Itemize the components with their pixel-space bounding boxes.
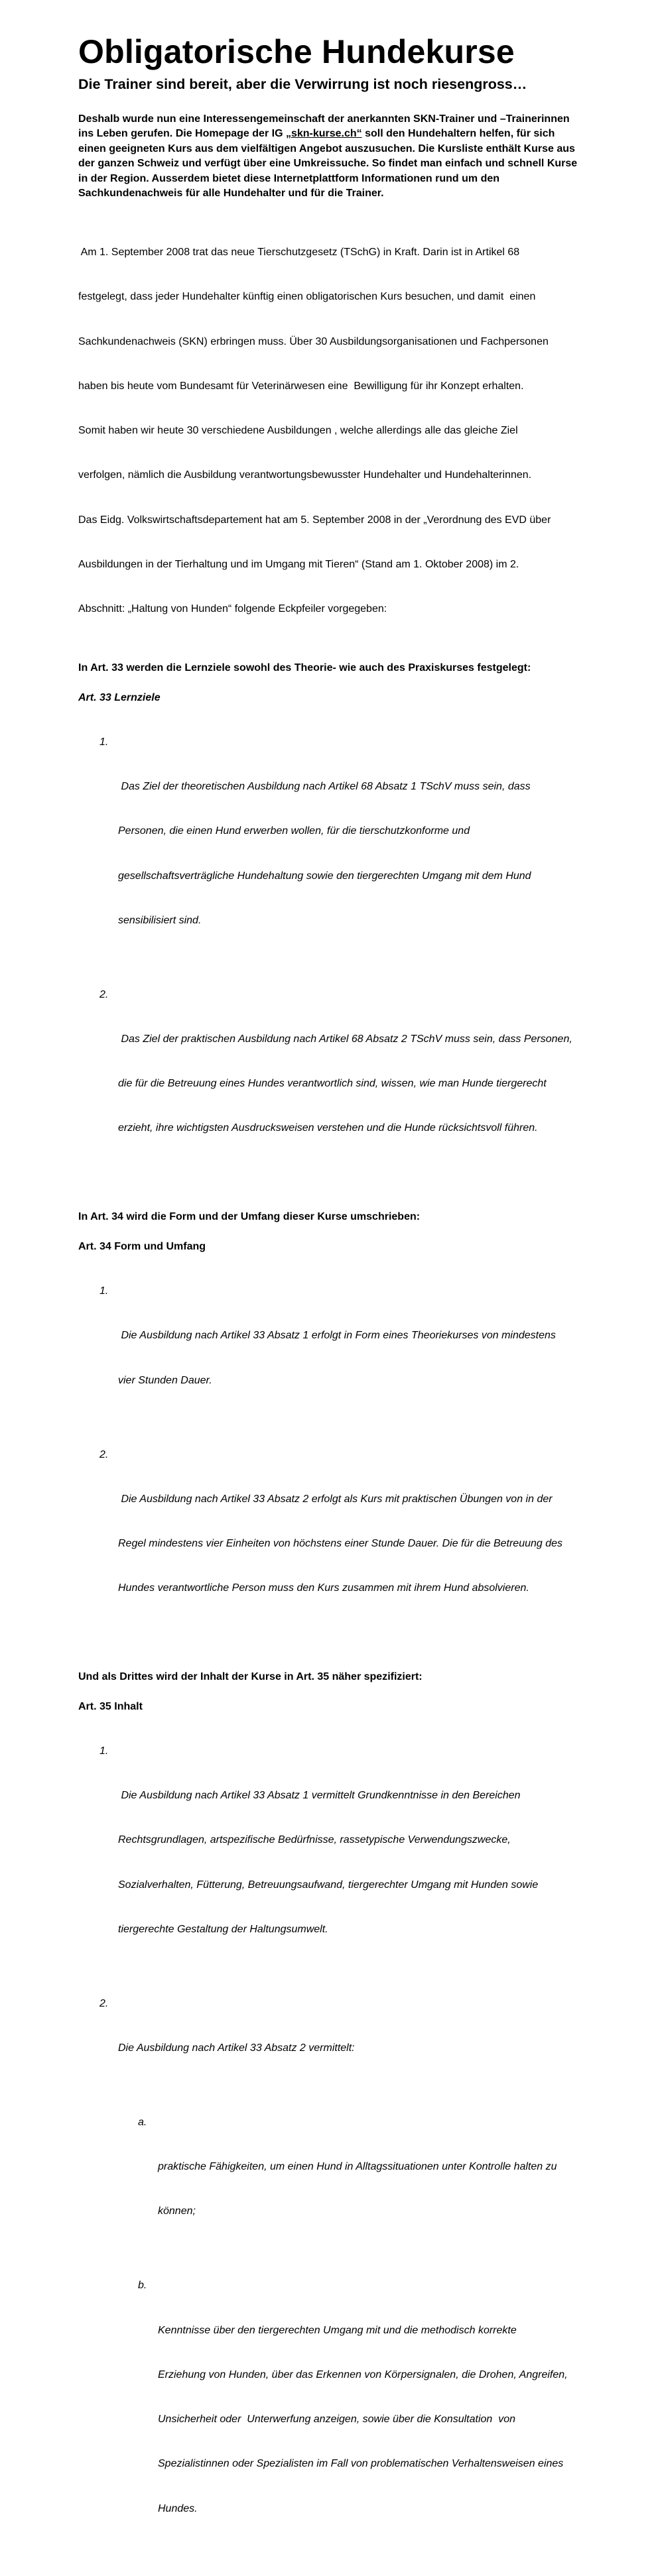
body-line: Abschnitt: „Haltung von Hunden“ folgende Eckpfeiler vorgegeben:	[78, 603, 387, 615]
body-paragraph	[78, 215, 618, 646]
body-line: Am 1. September 2008 trat das neue Tierschutzgesetz (TSchG) in Kraft. Darin ist in Artikel 68	[78, 247, 520, 259]
sub-list-item-line: praktische Fähigkeiten, um einen Hund in Alltagssituationen unter Kontrolle halten zu	[158, 2161, 557, 2173]
homepage-link[interactable]: „skn-kurse.ch“	[285, 128, 362, 140]
list-item-number: 1.	[99, 1285, 109, 1297]
art33-intro: In Art. 33 werden die Lernziele sowohl des Theorie- wie auch des Praxiskurses festgelegt:	[78, 662, 531, 674]
list-item-number: 1.	[99, 1745, 109, 1757]
list-item	[78, 988, 618, 1166]
sub-list-item-letter: a.	[138, 2117, 147, 2128]
list-item	[78, 1997, 618, 2085]
intro-line-tail: soll den Hundehaltern helfen, für sich	[362, 128, 555, 140]
list-item-line: Rechtsgrundlagen, artspezifische Bedürfnisse, rassetypische Verwendungszwecke,	[118, 1834, 511, 1846]
list-item-line: Regel mindestens vier Einheiten von höchstens einer Stunde Dauer. Die für die Betreuung des	[118, 1537, 563, 1549]
intro-line: in der Region. Ausserdem bietet diese Internetplattform Informationen rund um den	[78, 172, 500, 184]
body-line: verfolgen, nämlich die Ausbildung verantwortungsbewusster Hundehalter und Hundehalterinnen.	[78, 469, 532, 481]
list-item	[78, 1284, 618, 1418]
list-item-line: tiergerechte Gestaltung der Haltungsumwelt.	[118, 1923, 328, 1935]
list-item-line: vier Stunden Dauer.	[118, 1374, 212, 1386]
body-line: Somit haben wir heute 30 verschiedene Ausbildungen , welche allerdings alle das gleiche Ziel	[78, 425, 518, 437]
list-item-line: Die Ausbildung nach Artikel 33 Absatz 1 erfolgt in Form eines Theoriekurses von mindestens	[118, 1330, 556, 1342]
body-line: festgelegt, dass jeder Hundehalter künftig einen obligatorischen Kurs besuchen, und damit einen	[78, 291, 536, 303]
art35-list	[78, 1714, 618, 2576]
list-item-line: Das Ziel der theoretischen Ausbildung nach Artikel 68 Absatz 1 TSchV muss sein, dass	[118, 781, 531, 793]
body-line: haben bis heute vom Bundesamt für Veterinärwesen eine Bewilligung für ihr Konzept erhalten.	[78, 380, 524, 392]
intro-line: einen geeigneten Kurs aus dem vielfältigen Angebot auszusuchen. Die Kursliste enthält Kurse aus	[78, 143, 575, 154]
body-line: Sachkundenachweis (SKN) erbringen muss. Über 30 Ausbildungsorganisationen und Fachpersonen	[78, 335, 549, 347]
list-item-line: gesellschaftsverträgliche Hundehaltung sowie den tiergerechten Umgang mit dem Hund	[118, 870, 531, 882]
intro-line-with-link	[78, 127, 618, 141]
list-item-number: 2.	[99, 1448, 109, 1460]
list-item	[78, 735, 618, 958]
list-item-line: Die Ausbildung nach Artikel 33 Absatz 2 erfolgt als Kurs mit praktischen Übungen von in der	[118, 1493, 553, 1505]
list-item-number: 2.	[99, 1997, 109, 2009]
sub-list-item-line: Kenntnisse über den tiergerechten Umgang mit und die methodisch korrekte	[158, 2324, 517, 2336]
list-item	[78, 1744, 618, 1967]
list-item-line: Die Ausbildung nach Artikel 33 Absatz 1 vermittelt Grundkenntnisse in den Bereichen	[118, 1790, 521, 1802]
sub-list-item	[78, 2278, 618, 2546]
intro-line: Sachkundenachweis für alle Hundehalter und für die Trainer.	[78, 188, 384, 200]
list-item-number: 1.	[99, 736, 109, 748]
intro-line: der ganzen Schweiz und verfügt über eine Umkreissuche. So findet man einfach und schnell Kurse	[78, 158, 578, 170]
sub-list-item-line: können;	[158, 2205, 196, 2217]
sub-list-item	[78, 2115, 618, 2249]
art34-list	[78, 1254, 618, 1655]
list-item-line: Das Ziel der praktischen Ausbildung nach Artikel 68 Absatz 2 TSchV muss sein, dass Personen,	[118, 1033, 572, 1045]
list-item-line: die für die Betreuung eines Hundes verantwortlich sind, wissen, wie man Hunde tiergerecht	[118, 1078, 547, 1090]
intro-line: Deshalb wurde nun eine Interessengemeinschaft der anerkannten SKN-Trainer und –Trainerinnen	[78, 113, 570, 125]
page-subtitle: Die Trainer sind bereit, aber die Verwirrung ist noch riesengross…	[78, 76, 527, 92]
sub-list-item-line: Spezialistinnen oder Spezialisten im Fall von problematischen Verhaltensweisen eines	[158, 2458, 564, 2470]
art33-list	[78, 705, 618, 1195]
art35-heading: Art. 35 Inhalt	[78, 1700, 143, 1712]
list-item-line: Sozialverhalten, Fütterung, Betreuungsaufwand, tiergerechter Umgang mit Hunden sowie	[118, 1879, 539, 1891]
art35-intro: Und als Drittes wird der Inhalt der Kurse in Art. 35 näher spezifiziert:	[78, 1671, 423, 1683]
intro-line-text: ins Leben gerufen. Die Homepage der IG	[78, 128, 286, 140]
sub-list-item-line: Unsicherheit oder Unterwerfung anzeigen, sowie über die Konsultation von	[158, 2414, 515, 2426]
sub-list-item-letter: b.	[138, 2280, 147, 2292]
list-item-line: erzieht, ihre wichtigsten Ausdrucksweisen verstehen und die Hunde rücksichtsvoll führen.	[118, 1122, 538, 1134]
intro-paragraph	[78, 112, 618, 201]
list-item-line: sensibilisiert sind.	[118, 914, 202, 926]
art34-intro: In Art. 34 wird die Form und der Umfang dieser Kurse umschrieben:	[78, 1211, 421, 1223]
list-item-number: 2.	[99, 988, 109, 1000]
sub-list-item-line: Erziehung von Hunden, über das Erkennen von Körpersignalen, die Drohen, Angreifen,	[158, 2369, 568, 2380]
sub-list-item-line: Hundes.	[158, 2502, 198, 2514]
list-item-line: Personen, die einen Hund erwerben wollen, für die tierschutzkonforme und	[118, 825, 470, 837]
list-item	[78, 1448, 618, 1626]
art34-heading: Art. 34 Form und Umfang	[78, 1240, 206, 1252]
body-line: Ausbildungen in der Tierhaltung und im Umgang mit Tieren“ (Stand am 1. Oktober 2008) im 2.	[78, 558, 519, 570]
art33-heading: Art. 33 Lernziele	[78, 691, 161, 703]
list-item-line: Hundes verantwortliche Person muss den Kurs zusammen mit ihrem Hund absolvieren.	[118, 1582, 529, 1594]
body-line: Das Eidg. Volkswirtschaftsdepartement hat am 5. September 2008 in der „Verordnung des EVD über	[78, 514, 551, 526]
list-item-line: Die Ausbildung nach Artikel 33 Absatz 2 vermittelt:	[118, 2042, 355, 2054]
page-title: Obligatorische Hundekurse	[78, 33, 515, 70]
